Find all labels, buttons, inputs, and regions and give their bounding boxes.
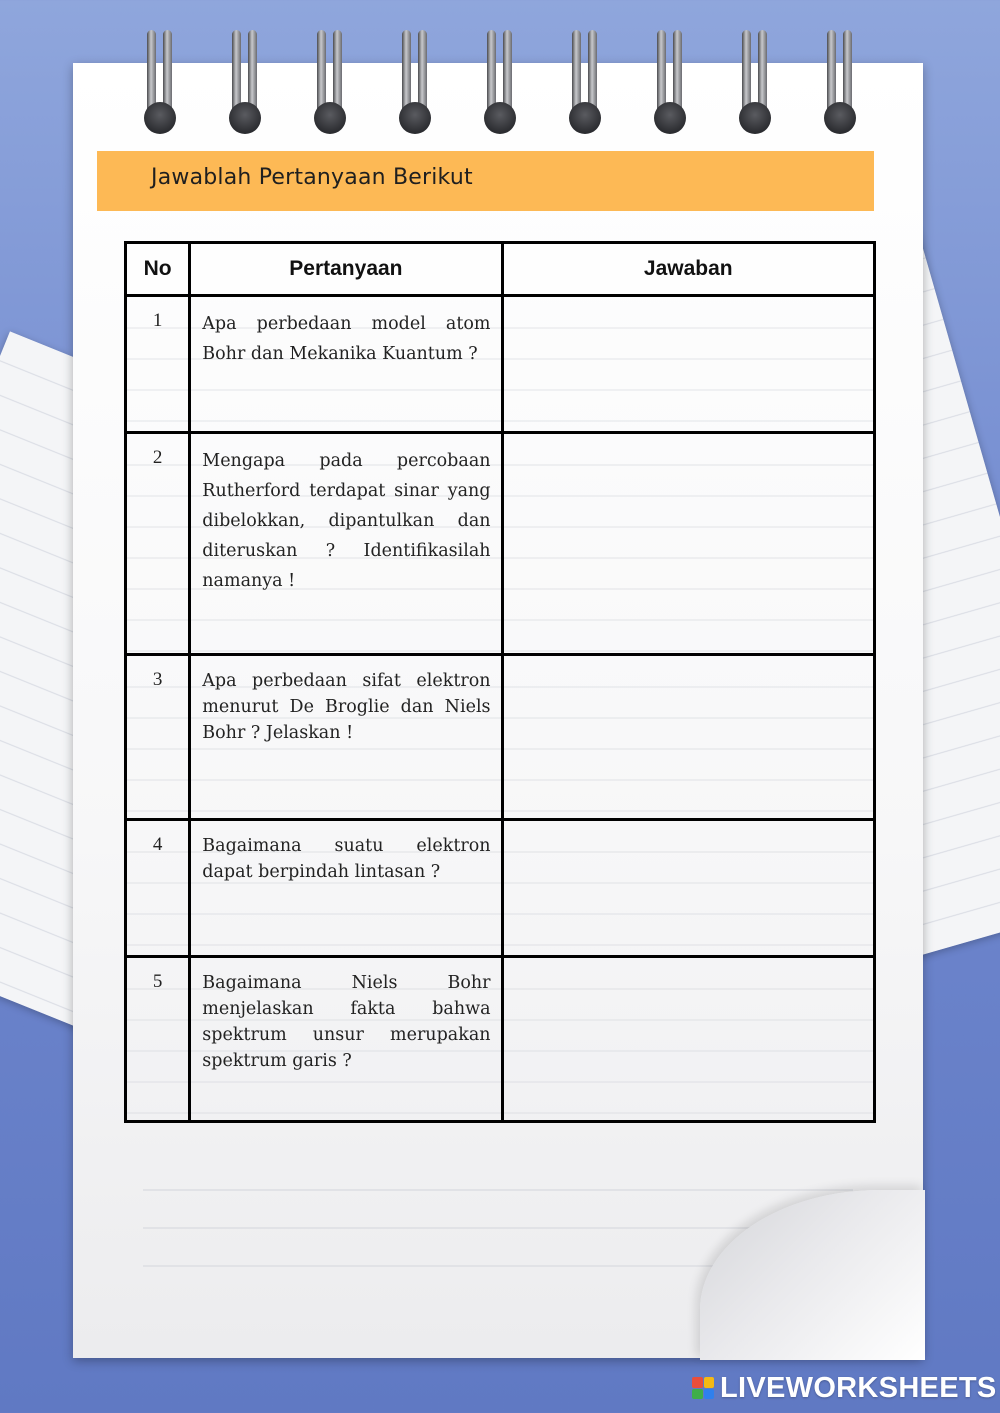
table-row: [126, 296, 875, 433]
spiral-ring-icon: [568, 30, 602, 134]
header-banner: [97, 151, 874, 211]
row-number: 2: [126, 433, 190, 655]
table-row: [126, 820, 875, 957]
table-row: [126, 433, 875, 655]
answer-field[interactable]: [502, 655, 874, 820]
spiral-ring-icon: [228, 30, 262, 134]
question-text: Bagaimana suatu elektron dapat berpindah lintasan ?: [190, 820, 502, 957]
answer-field[interactable]: [502, 820, 874, 957]
watermark: [692, 1372, 997, 1404]
row-number: 5: [126, 957, 190, 1122]
answer-field[interactable]: [502, 433, 874, 655]
spiral-ring-icon: [823, 30, 857, 134]
answer-field[interactable]: [502, 296, 874, 433]
header-answer: Jawaban: [502, 243, 874, 296]
question-text: Mengapa pada percobaan Rutherford terdapat sinar yang dibelokkan, dipantulkan dan diteruskan ? Identifikasilah namanya !: [190, 433, 502, 655]
table-header-row: [126, 243, 875, 296]
question-text: Apa perbedaan model atom Bohr dan Mekanika Kuantum ?: [190, 296, 502, 433]
row-number: 3: [126, 655, 190, 820]
spiral-ring-icon: [143, 30, 177, 134]
spiral-ring-icon: [313, 30, 347, 134]
question-text: Apa perbedaan sifat elektron menurut De Broglie dan Niels Bohr ? Jelaskan !: [190, 655, 502, 820]
spiral-ring-icon: [738, 30, 772, 134]
header-no: No: [126, 243, 190, 296]
question-text: Bagaimana Niels Bohr menjelaskan fakta bahwa spektrum unsur merupakan spektrum garis ?: [190, 957, 502, 1122]
watermark-text: LIVEWORKSHEETS: [720, 1371, 997, 1404]
spiral-ring-icon: [398, 30, 432, 134]
liveworksheets-logo-icon: [692, 1377, 714, 1399]
spiral-ring-icon: [483, 30, 517, 134]
answer-field[interactable]: [502, 957, 874, 1122]
row-number: 1: [126, 296, 190, 433]
question-table: [124, 241, 876, 1123]
table-row: [126, 655, 875, 820]
spiral-ring-icon: [653, 30, 687, 134]
table-row: [126, 957, 875, 1122]
page-title: Jawablah Pertanyaan Berikut: [151, 165, 473, 190]
header-question: Pertanyaan: [190, 243, 502, 296]
row-number: 4: [126, 820, 190, 957]
